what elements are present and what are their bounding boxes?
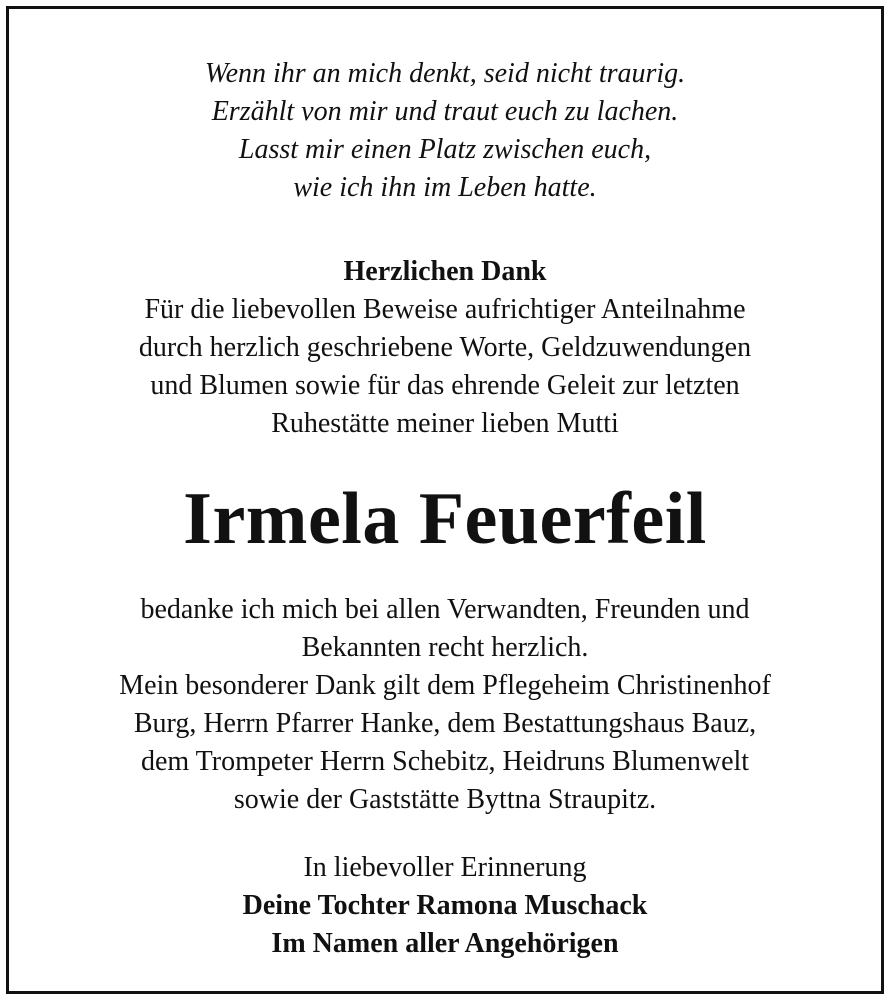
body-line: dem Trompeter Herrn Schebitz, Heidruns Blumenwelt <box>140 746 750 777</box>
body-line: Mein besonderer Dank gilt dem Pflegeheim Christinenhof <box>119 670 771 701</box>
thanks-line: Ruhestätte meiner lieben Mutti <box>271 408 619 439</box>
thanks-section <box>6 253 884 443</box>
closing-section <box>6 849 884 963</box>
signature: Deine Tochter Ramona Muschack <box>242 890 648 921</box>
body-line: Burg, Herrn Pfarrer Hanke, dem Bestattungshaus Bauz, <box>133 708 757 739</box>
obituary-notice <box>6 6 884 994</box>
body-line: Bekannten recht herzlich. <box>301 632 589 663</box>
body-line: bedanke ich mich bei allen Verwandten, Freunden und <box>140 594 750 625</box>
closing-line: In liebevoller Erinnerung <box>303 852 587 883</box>
thanks-line: durch herzlich geschriebene Worte, Geldzuwendungen <box>138 332 752 363</box>
body-line: sowie der Gaststätte Byttna Straupitz. <box>233 784 657 815</box>
poem-line: Wenn ihr an mich denkt, seid nicht traurig. <box>204 58 686 89</box>
poem <box>6 55 884 207</box>
thanks-line: Für die liebevollen Beweise aufrichtiger Anteilnahme <box>144 294 746 325</box>
deceased-name: Irmela Feuerfeil <box>183 478 707 560</box>
poem-line: Erzählt von mir und traut euch zu lachen. <box>211 96 679 127</box>
thanks-heading: Herzlichen Dank <box>343 256 547 287</box>
acknowledgement-text <box>6 591 884 819</box>
thanks-line: und Blumen sowie für das ehrende Geleit zur letzten <box>150 370 740 401</box>
poem-line: Lasst mir einen Platz zwischen euch, <box>238 134 652 165</box>
family-signature: Im Namen aller Angehörigen <box>271 928 619 959</box>
poem-line: wie ich ihn im Leben hatte. <box>293 172 597 203</box>
